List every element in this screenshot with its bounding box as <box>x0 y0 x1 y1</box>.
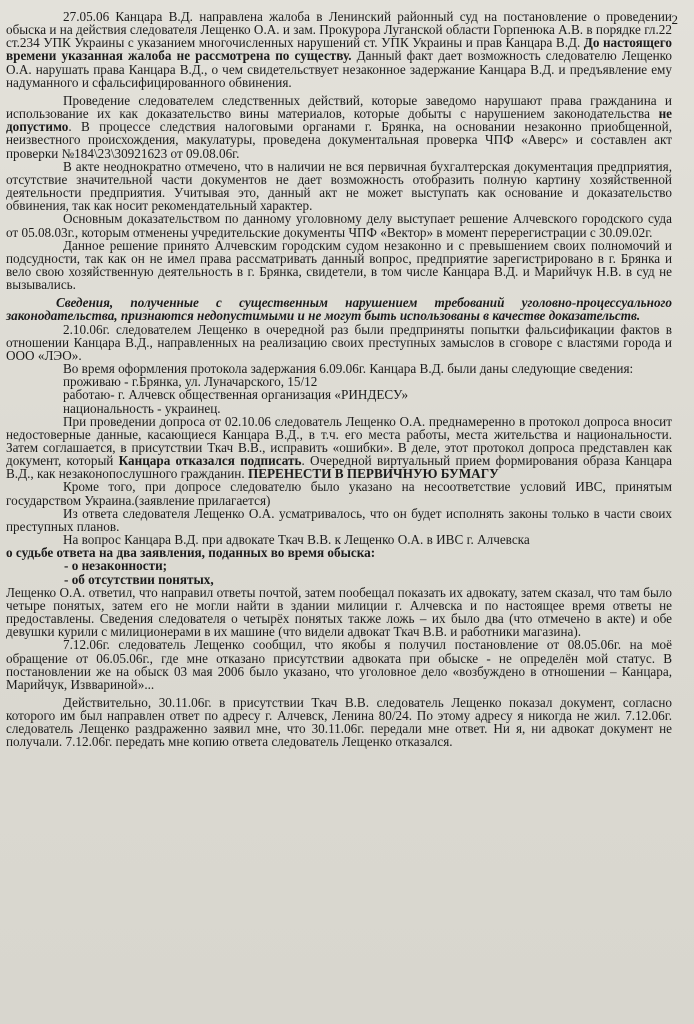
paragraph-inadmissible-evidence: Сведения, полученные с существенным нарушением требований уголовно-процессуального законодательства, признаются недопустимыми и не могут быть использованы в качестве доказательств. <box>6 295 672 324</box>
emphasis-not-reviewed: До настоящего времени указанная жалоба не рассмотрена по существу. <box>6 35 673 64</box>
paragraph-audit-act: В акте неоднократно отмечено, что в наличии не вся первичная бухгалтерская документация предприятия, отсутствие значительной части документов не дает возможность отобразить полную картину хозяйственной деятельности предприятия. Учитывая это, данный акт не может выступать как основание и доказательство обвинения, так как носит рекомендательный характер. <box>6 158 672 214</box>
detail-residence: проживаю - г.Брянка, ул. Луначарского, 15/12 <box>63 374 318 390</box>
paragraph-ivs-conditions: Кроме того, при допросе следователю было указано на несоответствие условий ИВС, принятым государством Украина.(заявление прилагается) <box>6 479 672 508</box>
emphasis-refused-to-sign: Канцара отказался подписать <box>118 453 302 469</box>
detail-work: работаю- г. Алчевск общественная организация «РИНДЕСУ» <box>63 387 409 403</box>
paragraph-investigator-answer: Из ответа следователя Лещенко О.А. усматривалось, что он будет исполнять законы только в части своих преступных планов. <box>6 505 672 534</box>
paragraph-main-evidence: Основным доказательством по данному уголовному делу выступает решение Алчевского городского суда от 05.08.03г., которым отменены учредительские документы ЧПФ «Вектор» в момент перерегистрации с 30.09.02г. <box>6 211 672 240</box>
paragraph-complaint: 27.05.06 Канцара В.Д. направлена жалоба в Ленинский районный суд на постановление о проведении обыска и на действия следователя Лещенко О.А. и зам. Прокурора Луганской области Горпенюка А.В. в порядке гл.22 ст.234 УПК Украины с указанием многочисленных нарушений ст. УПК Украины и прав Канцара В.Д. До настоящего времени указанная жалоба не рассмотрена по существу. Данный факт дает возможность следователю Лещенко О.А. нарушать права Канцара В.Д., о чем свидетельствует незаконное задержание Канцара В.Д. и предъявление ему надуманного и сфальсифицированного обвинения. <box>6 9 673 90</box>
paragraph-question-line: На вопрос Канцара В.Д. при адвокате Ткач В.В. к Лещенко О.А. в ИВС г. Алчевска <box>63 532 530 548</box>
page-number: 2 <box>671 12 678 27</box>
paragraph-address: Действительно, 30.11.06г. в присутствии Ткач В.В. следователь Лещенко показал документ, согласно которого им был направлен ответ по адресу г. Алчевск, Ленина 80/24. По этому адресу я никогда не жил. 7.12.06г. следователь Лещенко раздраженно заявил мне, что 30.11.06г. передали мне ответ. Ни я, ни адвокат документ не получали. 7.12.06г. передать мне копию ответа следователь Лещенко отказался. <box>6 694 672 750</box>
paragraph-falsification: 2.10.06г. следователем Лещенко в очередной раз были предприняты попытки фальсификации фактов в отношении Канцара В.Д., направленных на реализацию своих преступных замыслов в сговоре с властями города и ООО «ЛЭО». <box>6 321 672 363</box>
paragraph-witnesses-answer: Лещенко О.А. ответил, что направил ответы почтой, затем пообещал показать их адвокату, затем сказал, что там было четыре понятых, затем его не могли найти в здании милиции г. Алчевска и по настоящее время ответы не предоставлены. Сведения следователя о четырёх понятых также ложь – их было два (что отмечено в акте) и обе девушки курили с милиционерами в их машине (что видели адвокат Ткач В.В. и работники магазина). <box>6 584 672 640</box>
paragraph-question-subject: о судьбе ответа на два заявления, поданных во время обыска: <box>6 545 376 561</box>
question-item-no-witnesses: - об отсутствии понятых, <box>64 571 214 587</box>
paragraph-resolution: 7.12.06г. следователь Лещенко сообщил, что якобы я получил постановление от 08.05.06г. на моё обращение от 06.05.06г., где мне отказано присутствии адвоката при обыске - не определён мой статус. В постановлении же на обыск 03 мая 2006 было указано, что уголовное дело «возбуждено в отношении – Канцара, Марийчук, Изввариной»... <box>6 637 672 692</box>
paragraph-detention-protocol: Во время оформления протокола задержания 6.09.06г. Канцара В.Д. были даны следующие сведения: <box>63 361 634 377</box>
emphasis-not-allowed: не допустимо <box>6 106 673 135</box>
paragraph-interrogation: При проведении допроса от 02.10.06 следователь Лещенко О.А. преднамеренно в протокол допроса вносит недостоверные данные, касающиеся Канцара В.Д., в т.ч. его места работы, места жительства и национальности. Затем соглашается, в присутствии Ткач В.В., исправить «ошибки». В деле, этот протокол допроса представлен как документ, который Канцара отказался подписать. Очередной виртуальный прием формирования образа Канцара В.Д., как незаконопослушного гражданин. ПЕРЕНЕСТИ В ПЕРВИЧНУЮ БУМАГУ <box>6 413 672 482</box>
question-item-illegality: - о незаконности; <box>64 558 168 574</box>
note-transfer-to-primary: ПЕРЕНЕСТИ В ПЕРВИЧНУЮ БУМАГУ <box>247 466 499 482</box>
detail-nationality: национальность - украинец. <box>63 400 221 416</box>
paragraph-court-decision: Данное решение принято Алчевским городским судом незаконно и с превышением своих полномочий и подсудности, так как он не имел права рассматривать данный вопрос, предприятие зарегистрировано в г. Брянка и вело свою хозяйственную деятельность в г. Брянка, свидетели, в том числе Канцара В.Д. и Марийчук Н.В. в суд не вызывались. <box>6 237 672 293</box>
paragraph-investigation: Проведение следователем следственных действий, которые заведомо нарушают права гражданина и использование их как доказательство вины материалов, которые добыты с нарушением законодательства не допустимо. В процессе следствия налоговыми органами г. Брянка, на основании незаконно приобщенной, неизвестного происхождения, макулатуры, проведена документальная проверка ЧПФ «Аверс» и составлен акт проверки №184\23\30921623 от 09.08.06г. <box>6 92 673 161</box>
